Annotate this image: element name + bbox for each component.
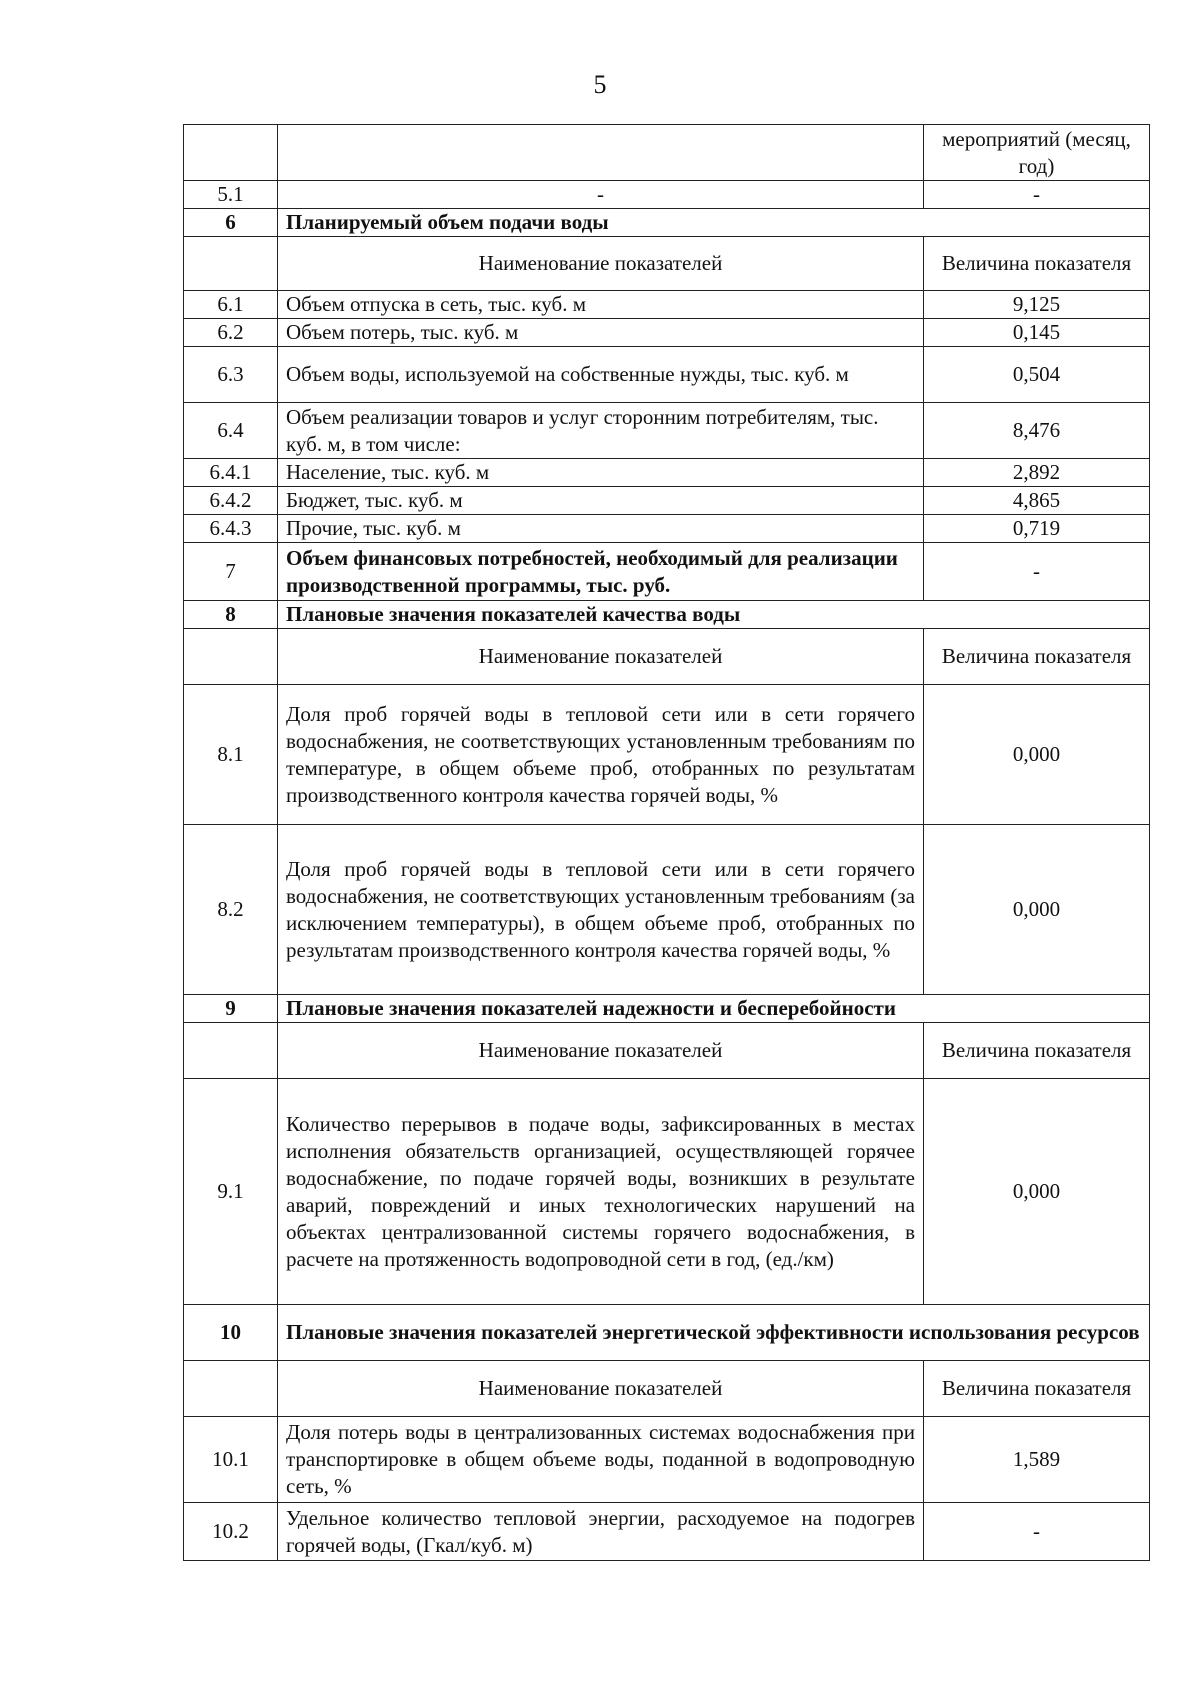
row-text: Удельное количество тепловой энергии, расходуемое на подогрев горячей воды, (Гкал/куб. м) — [278, 1503, 924, 1561]
header-name: Наименование показателей — [278, 237, 924, 291]
row-text: Объем реализации товаров и услуг сторонним потребителям, тыс. куб. м, в том числе: — [278, 403, 924, 459]
section-title: Плановые значения показателей энергетической эффективности использования ресурсов — [278, 1305, 1150, 1361]
row-number: 6.4.3 — [184, 515, 278, 543]
row-value: 2,892 — [924, 459, 1150, 487]
table-row — [184, 347, 1150, 403]
section-title: Плановые значения показателей надежности и бесперебойности — [278, 995, 1150, 1023]
row-value: - — [924, 543, 1150, 601]
row-value: 0,504 — [924, 347, 1150, 403]
header-number-cell — [184, 237, 278, 291]
row-value: 0,000 — [924, 1079, 1150, 1305]
row-text: Объем отпуска в сеть, тыс. куб. м — [278, 291, 924, 319]
row-value: 1,589 — [924, 1417, 1150, 1503]
row-value: 0,000 — [924, 685, 1150, 825]
header-row — [184, 1361, 1150, 1417]
section-number: 8 — [184, 601, 278, 629]
row-value-cell: мероприятий (месяц, год) — [924, 125, 1150, 181]
header-row — [184, 629, 1150, 685]
row-number: 6.4 — [184, 403, 278, 459]
row-value: 4,865 — [924, 487, 1150, 515]
row-number: 6.4.2 — [184, 487, 278, 515]
header-value: Величина показателя — [924, 1361, 1150, 1417]
table-row — [184, 319, 1150, 347]
header-number-cell — [184, 629, 278, 685]
row-number: 6.1 — [184, 291, 278, 319]
section-row — [184, 1305, 1150, 1361]
table-row — [184, 181, 1150, 209]
section-number: 9 — [184, 995, 278, 1023]
table-row — [184, 1079, 1150, 1305]
header-value: Величина показателя — [924, 237, 1150, 291]
table-row — [184, 459, 1150, 487]
table-row — [184, 543, 1150, 601]
table-row — [184, 515, 1150, 543]
table-row — [184, 825, 1150, 995]
header-name: Наименование показателей — [278, 1023, 924, 1079]
row-number: 8.1 — [184, 685, 278, 825]
table-row — [184, 487, 1150, 515]
row-number: 7 — [184, 543, 278, 601]
row-text: Прочие, тыс. куб. м — [278, 515, 924, 543]
row-text-cell — [278, 125, 924, 181]
row-value: 9,125 — [924, 291, 1150, 319]
row-value: 0,719 — [924, 515, 1150, 543]
section-row — [184, 601, 1150, 629]
row-value: - — [924, 1503, 1150, 1561]
header-row — [184, 237, 1150, 291]
header-value: Величина показателя — [924, 1023, 1150, 1079]
row-number-cell — [184, 125, 278, 181]
row-text: Объем финансовых потребностей, необходимый для реализации производственной программы, тыс. руб. — [278, 543, 924, 601]
row-value: 8,476 — [924, 403, 1150, 459]
row-number: 10.1 — [184, 1417, 278, 1503]
section-row — [184, 209, 1150, 237]
row-text: Доля потерь воды в централизованных системах водоснабжения при транспортировке в общем объеме воды, поданной в водопроводную сеть, % — [278, 1417, 924, 1503]
row-number: 10.2 — [184, 1503, 278, 1561]
row-text: Население, тыс. куб. м — [278, 459, 924, 487]
section-number: 10 — [184, 1305, 278, 1361]
row-text: Объем потерь, тыс. куб. м — [278, 319, 924, 347]
header-number-cell — [184, 1361, 278, 1417]
table-row — [184, 1417, 1150, 1503]
row-value: 0,145 — [924, 319, 1150, 347]
row-number: 6.3 — [184, 347, 278, 403]
row-number: 6.4.1 — [184, 459, 278, 487]
row-value: 0,000 — [924, 825, 1150, 995]
header-number-cell — [184, 1023, 278, 1079]
row-text: Количество перерывов в подаче воды, зафиксированных в местах исполнения обязательств организацией, осуществляющей горячее водоснабжение, по подаче горячей воды, возникших в результате аварий, повреждений и иных технологических нарушений на объектах централизованной системы горячего водоснабжения, в расчете на протяженность водопроводной сети в год, (ед./км) — [278, 1079, 924, 1305]
row-number: 8.2 — [184, 825, 278, 995]
row-value: - — [924, 181, 1150, 209]
section-title: Планируемый объем подачи воды — [278, 209, 1150, 237]
section-row — [184, 995, 1150, 1023]
header-row — [184, 1023, 1150, 1079]
row-number: 9.1 — [184, 1079, 278, 1305]
table-row — [184, 125, 1150, 181]
header-name: Наименование показателей — [278, 1361, 924, 1417]
production-program-table — [183, 124, 1150, 1561]
row-text: - — [278, 181, 924, 209]
row-text: Объем воды, используемой на собственные нужды, тыс. куб. м — [278, 347, 924, 403]
section-number: 6 — [184, 209, 278, 237]
table-row — [184, 403, 1150, 459]
row-number: 5.1 — [184, 181, 278, 209]
section-title: Плановые значения показателей качества воды — [278, 601, 1150, 629]
row-number: 6.2 — [184, 319, 278, 347]
table-row — [184, 1503, 1150, 1561]
row-text: Доля проб горячей воды в тепловой сети или в сети горячего водоснабжения, не соответствующих установленным требованиям (за исключением температуры), в общем объеме проб, отобранных по результатам производственного контроля качества горячей воды, % — [278, 825, 924, 995]
header-value: Величина показателя — [924, 629, 1150, 685]
table-row — [184, 291, 1150, 319]
page-number: 5 — [593, 70, 607, 99]
row-text: Доля проб горячей воды в тепловой сети или в сети горячего водоснабжения, не соответствующих установленным требованиям по температуре, в общем объеме проб, отобранных по результатам производственного контроля качества горячей воды, % — [278, 685, 924, 825]
row-text: Бюджет, тыс. куб. м — [278, 487, 924, 515]
table-row — [184, 685, 1150, 825]
header-name: Наименование показателей — [278, 629, 924, 685]
